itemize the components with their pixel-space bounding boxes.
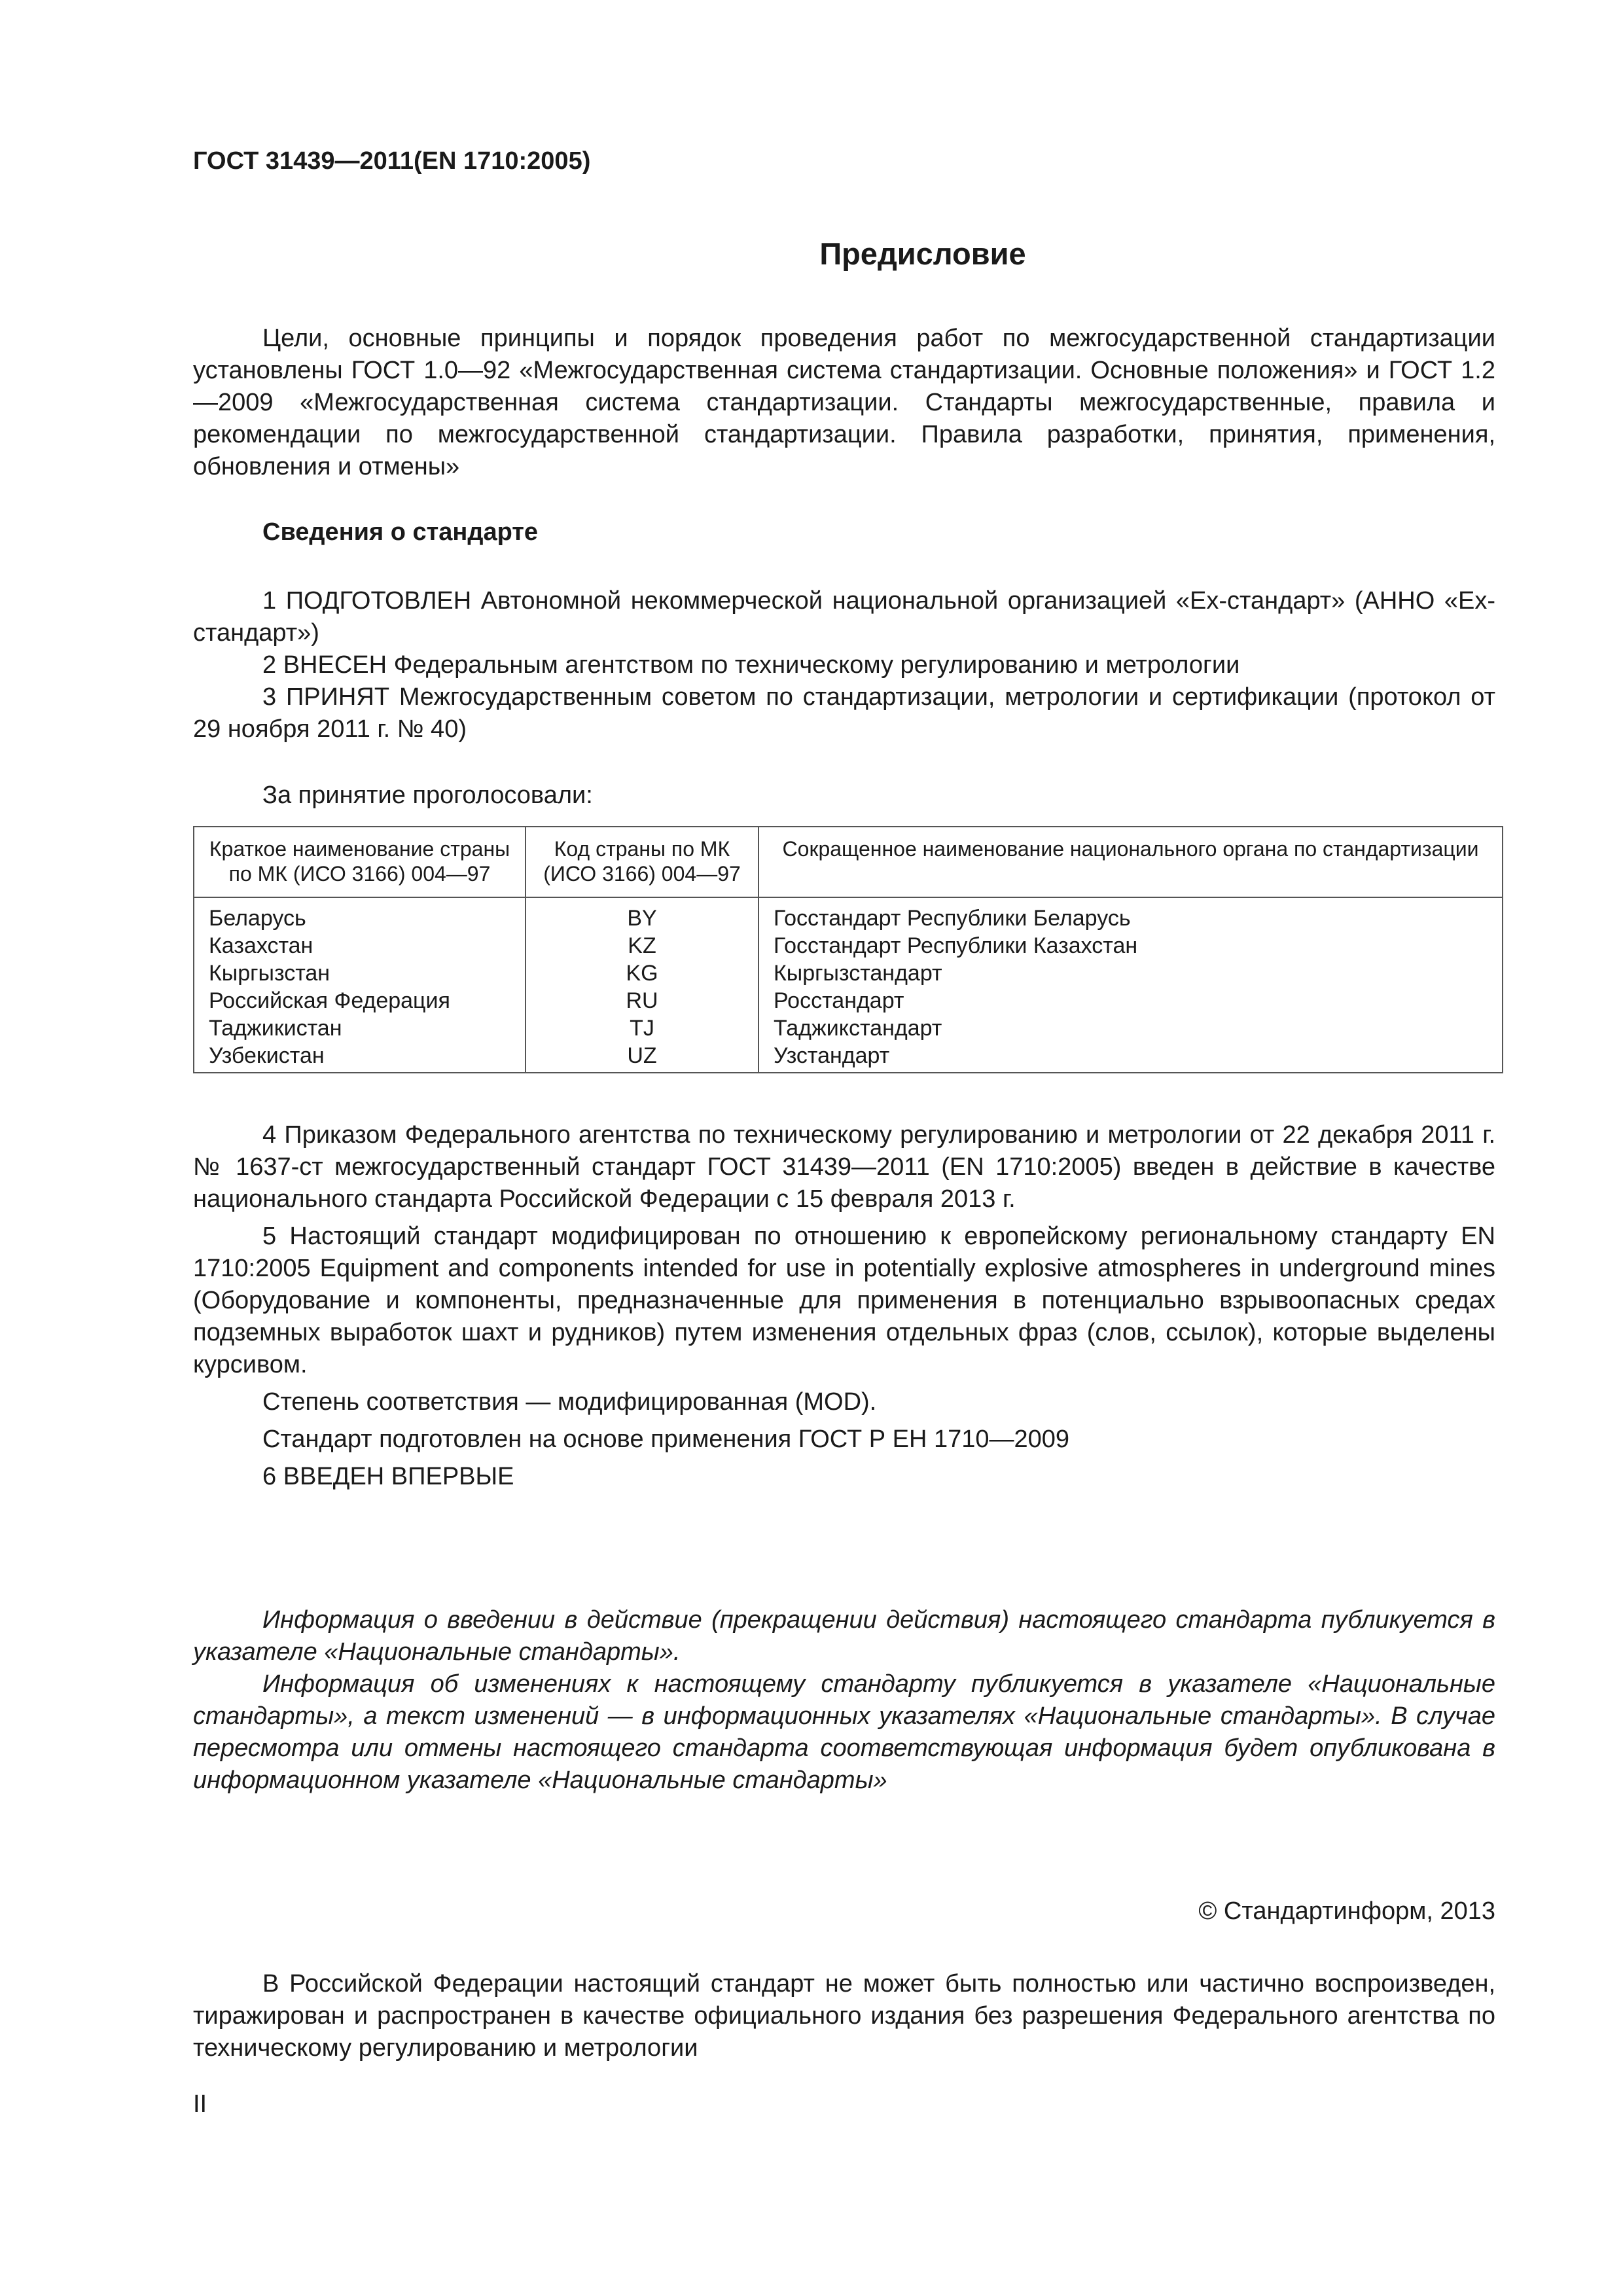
table-row: [194, 1042, 1503, 1073]
cell-body: Кыргызстандарт: [758, 960, 1503, 987]
preface-intro: Цели, основные принципы и порядок проведения работ по межгосударственной стандартизации установлены ГОСТ 1.0—92 «Межгосударственная система стандартизации. Основные положения» и ГОСТ 1.2—2009 «Межгосударственная система стандартизации. Стандарты межгосударственные, правила и рекомендации по межгосударственной стандартизации. Правила разработки, принятия, применения, обновления и отмены»: [193, 325, 1495, 480]
copyright: © Стандартинформ, 2013: [1198, 1897, 1495, 1925]
cell-body: Таджикстандарт: [758, 1014, 1503, 1042]
cell-code: TJ: [526, 1014, 758, 1042]
cell-code: BY: [526, 897, 758, 932]
table-header-row: [194, 827, 1503, 897]
notice-enactment: Информация о введении в действие (прекращении действия) настоящего стандарта публикуется в указателе «Национальные стандарты».: [193, 1606, 1495, 1666]
table-row: [194, 897, 1503, 932]
cell-code: KZ: [526, 932, 758, 960]
conformity-degree: Степень соответствия — модифицированная (MOD).: [262, 1388, 877, 1416]
item-prepared: 1 ПОДГОТОВЛЕН Автономной некоммерческой национальной организацией «Ех-стандарт» (АННО «Ех-стандарт»): [193, 587, 1495, 647]
cell-country: Таджикистан: [194, 1014, 526, 1042]
cell-country: Кыргызстан: [194, 960, 526, 987]
cell-country: Российская Федерация: [194, 987, 526, 1014]
cell-code: RU: [526, 987, 758, 1014]
table-row: [194, 932, 1503, 960]
notice-changes: Информация об изменениях к настоящему стандарту публикуется в указателе «Национальные стандарты», а текст изменений — в информационных указателях «Национальные стандарты». В случае пересмотра или отмены настоящего стандарта соответствующая информация будет опубликована в информационном указателе «Национальные стандарты»: [193, 1670, 1495, 1794]
cell-code: KG: [526, 960, 758, 987]
cell-country: Беларусь: [194, 897, 526, 932]
column-header-code: Код страны по МК (ИСО 3166) 004—97: [526, 827, 758, 897]
basis-note: Стандарт подготовлен на основе применения ГОСТ Р ЕН 1710—2009: [262, 1426, 1070, 1453]
table-row: [194, 987, 1503, 1014]
table-row: [194, 1014, 1503, 1042]
cell-body: Росстандарт: [758, 987, 1503, 1014]
page-number: II: [193, 2090, 207, 2118]
cell-code: UZ: [526, 1042, 758, 1073]
page-content: [193, 147, 1495, 2119]
cell-country: Узбекистан: [194, 1042, 526, 1073]
preface-title: Предисловие: [819, 236, 1026, 271]
legal-notice: В Российской Федерации настоящий стандарт не может быть полностью или частично воспроизведен, тиражирован и распространен в качестве официального издания без разрешения Федерального агентства по техническому регулированию и метрологии: [193, 1970, 1495, 2062]
column-header-body: Сокращенное наименование национального органа по стандартизации: [758, 827, 1503, 897]
voted-label: За принятие проголосовали:: [262, 781, 593, 809]
cell-country: Казахстан: [194, 932, 526, 960]
cell-body: Узстандарт: [758, 1042, 1503, 1073]
cell-body: Госстандарт Республики Беларусь: [758, 897, 1503, 932]
voting-states-table: [193, 826, 1503, 1073]
item-submitted: 2 ВНЕСЕН Федеральным агентством по техническому регулированию и метрологии: [262, 651, 1240, 679]
document-designation: ГОСТ 31439—2011(EN 1710:2005): [193, 147, 591, 175]
cell-body: Госстандарт Республики Казахстан: [758, 932, 1503, 960]
item-adopted: 3 ПРИНЯТ Межгосударственным советом по стандартизации, метрологии и сертификации (протокол от 29 ноября 2011 г. № 40): [193, 683, 1495, 743]
table-row: [194, 960, 1503, 987]
item-first-introduced: 6 ВВЕДЕН ВПЕРВЫЕ: [262, 1463, 514, 1490]
standard-info-heading: Сведения о стандарте: [262, 518, 539, 546]
column-header-country: Краткое наименование страны по МК (ИСО 3166) 004—97: [194, 827, 526, 897]
item-enacted: 4 Приказом Федерального агентства по техническому регулированию и метрологии от 22 декабря 2011 г. № 1637-ст межгосударственный стандарт ГОСТ 31439—2011 (EN 1710:2005) введен в действие в качестве национального стандарта Российской Федерации с 15 февраля 2013 г.: [193, 1121, 1495, 1213]
item-modified: 5 Настоящий стандарт модифицирован по отношению к европейскому региональному стандарту EN 1710:2005 Equipment and components intended for use in potentially explosive atmospheres in underground mines (Оборудование и компоненты, предназначенные для применения в потенциально взрывоопасных средах подземных выработок шахт и рудников) путем изменения отдельных фраз (слов, ссылок), которые выделены курсивом.: [193, 1223, 1495, 1378]
